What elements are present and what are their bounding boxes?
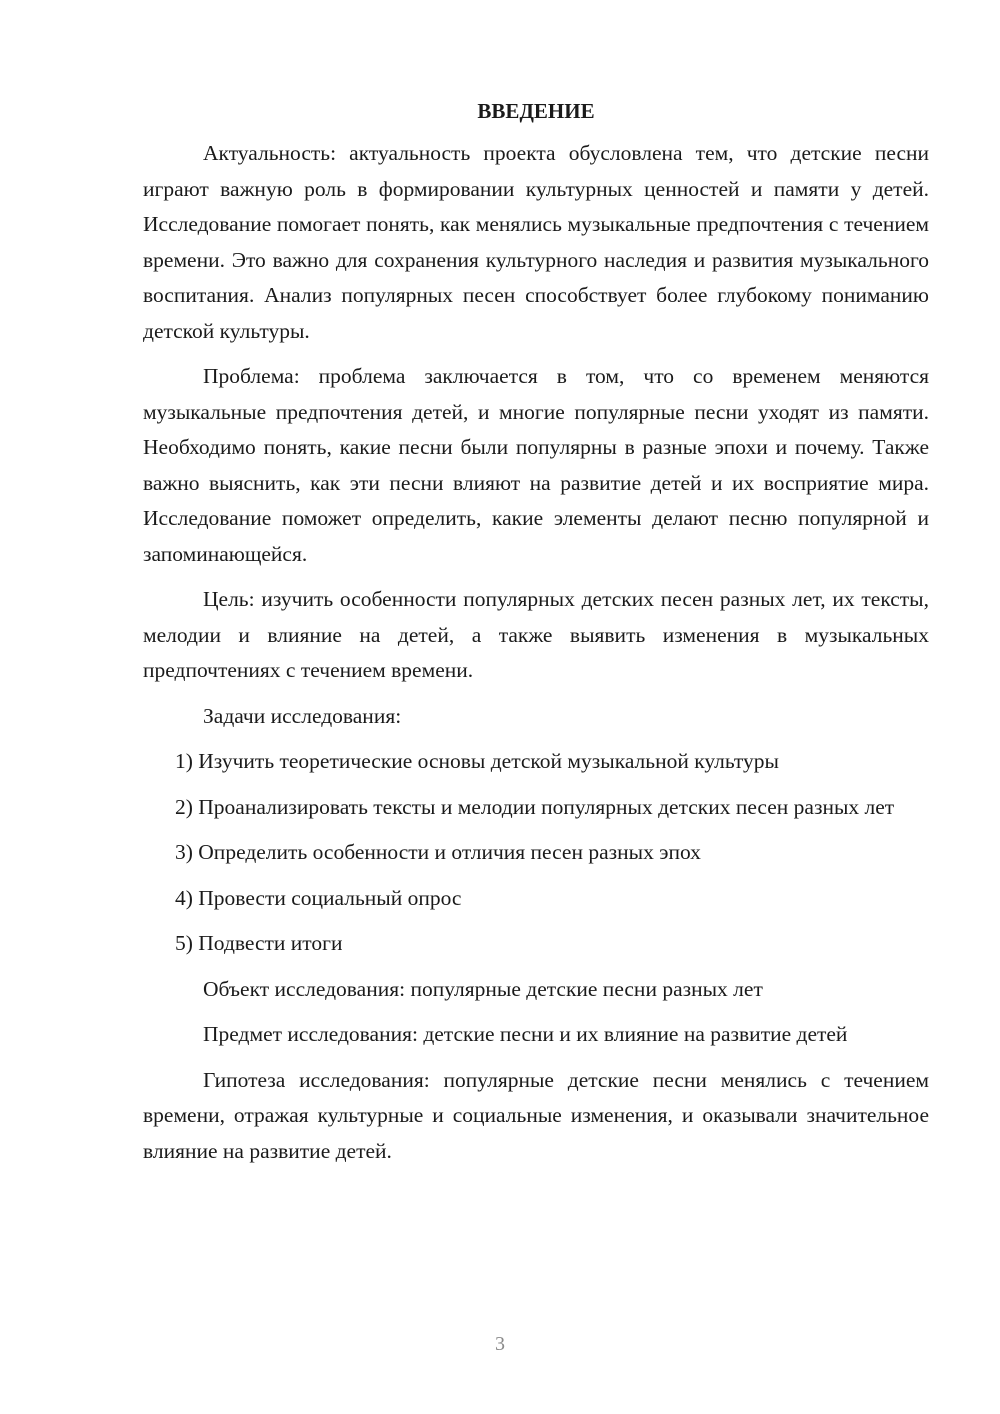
tasks-title: Задачи исследования: — [203, 703, 402, 728]
task-item-5: 5) Подвести итоги — [175, 931, 343, 955]
object-paragraph: Объект исследования: популярные детские песни разных лет — [203, 976, 763, 1001]
goal-paragraph: Цель: изучить особенности популярных детских песен разных лет, их тексты, мелодии и влияние на детей, а также выявить изменения в музыкальных предпочтениях с течением времени. — [143, 587, 929, 682]
problem-paragraph: Проблема: проблема заключается в том, что со временем меняются музыкальные предпочтения детей, и многие популярные песни уходят из памяти. Необходимо понять, какие песни были популярны в разные эпохи и почему. Также важно выяснить, как эти песни влияют на развитие детей и их восприятие мира. Исследование поможет определить, какие элементы делают песню популярной и запоминающейся. — [143, 364, 929, 566]
document-page — [143, 96, 929, 1179]
relevance-paragraph: Актуальность: актуальность проекта обусловлена тем, что детские песни играют важную роль в формировании культурных ценностей и памяти у детей. Исследование помогает понять, как менялись музыкальные предпочтения с течением времени. Это важно для сохранения культурного наследия и развития музыкального воспитания. Анализ популярных песен способствует более глубокому пониманию детской культуры. — [143, 141, 929, 343]
page-number: 3 — [495, 1333, 505, 1355]
task-item-2: 2) Проанализировать тексты и мелодии популярных детских песен разных лет — [175, 794, 895, 819]
task-item-3: 3) Определить особенности и отличия песен разных эпох — [175, 840, 701, 864]
hypothesis-paragraph: Гипотеза исследования: популярные детские песни менялись с течением времени, отражая культурные и социальные изменения, и оказывали значительное влияние на развитие детей. — [143, 1067, 929, 1163]
task-item-1: 1) Изучить теоретические основы детской музыкальной культуры — [175, 749, 779, 773]
task-item-4: 4) Провести социальный опрос — [175, 885, 462, 910]
page-title: ВВЕДЕНИЕ — [477, 99, 595, 123]
subject-paragraph: Предмет исследования: детские песни и их влияние на развитие детей — [203, 1022, 848, 1046]
